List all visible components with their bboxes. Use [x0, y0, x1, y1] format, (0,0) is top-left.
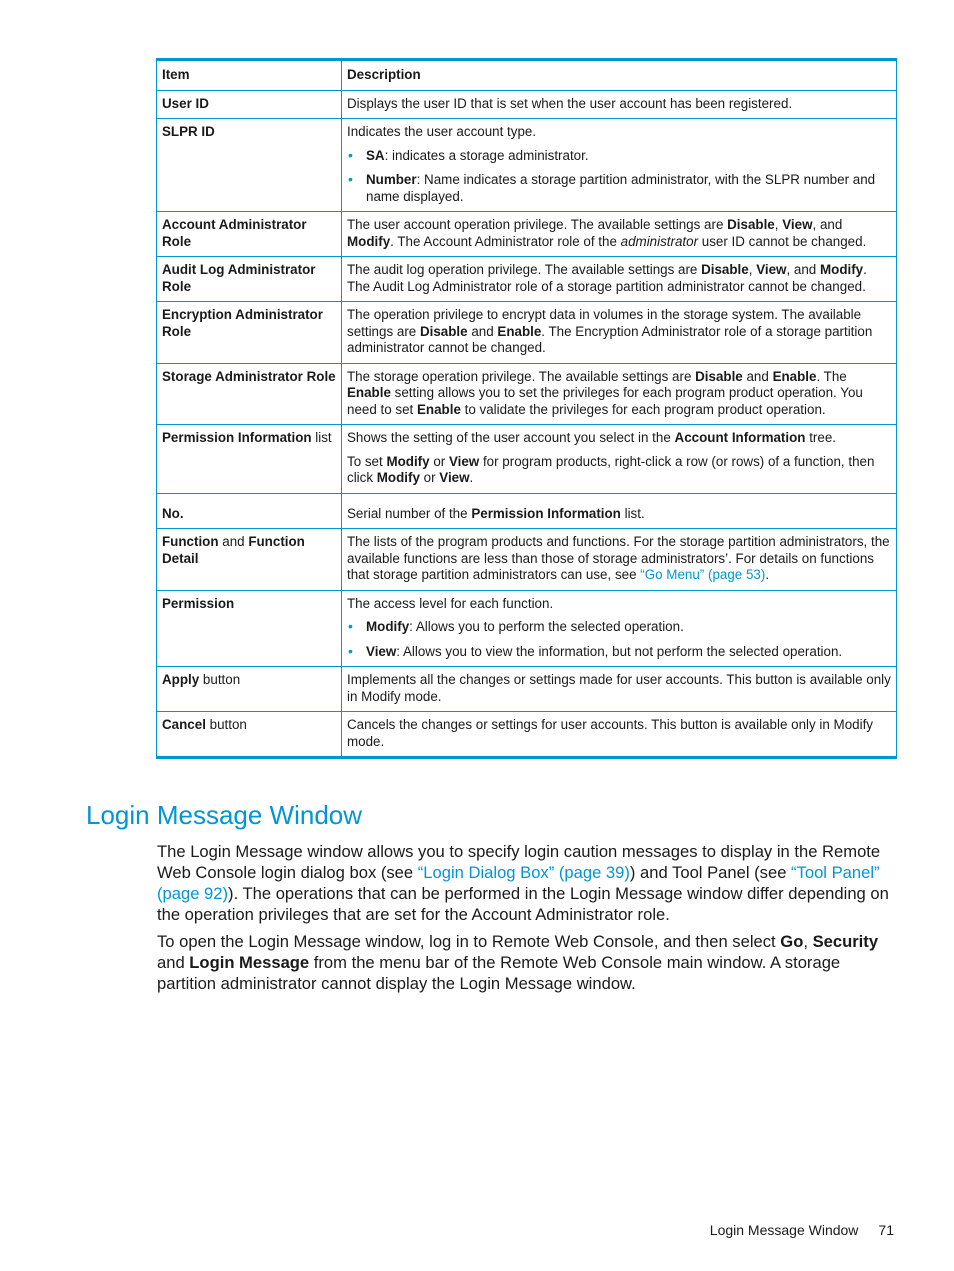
- bullet-term: SA: [366, 147, 385, 163]
- item-cell: [157, 212, 342, 257]
- table-row: [157, 257, 897, 302]
- description-cell: [342, 425, 897, 494]
- bullet-list: [347, 619, 891, 660]
- text-run: . The Encryption Administrator role of a storage partition administrator cannot be changed.: [347, 323, 873, 355]
- table-row: [157, 90, 897, 119]
- text-run: Serial number of the: [347, 505, 472, 521]
- bullet-list: [347, 148, 891, 206]
- item-label: Function Detail: [162, 534, 305, 566]
- bold-term: Enable: [497, 323, 542, 339]
- text-run: The Login Message window allows you to specify login caution messages to display in the Remote Web Console login dialog box (see: [157, 842, 881, 882]
- table-row: [157, 590, 897, 667]
- text-run: ,: [748, 262, 757, 277]
- table-row: [157, 363, 897, 425]
- bold-term: Go: [780, 932, 804, 951]
- item-label-rest: list: [311, 430, 332, 445]
- table-row: [157, 712, 897, 758]
- item-cell: [157, 119, 342, 212]
- text-run: and: [467, 323, 498, 339]
- item-label: Account Administrator Role: [162, 217, 307, 249]
- table-row: [157, 529, 897, 591]
- table-header-row: [157, 60, 897, 91]
- item-cell: [157, 363, 342, 425]
- item-label: Audit Log Administrator Role: [162, 262, 316, 294]
- item-label: No.: [162, 505, 184, 521]
- table-row: [157, 493, 897, 529]
- text-run: The user account operation privilege. The available settings are: [347, 217, 728, 232]
- description-cell: [342, 493, 897, 529]
- bullet-text: : Allows you to perform the selected operation.: [409, 619, 684, 634]
- description-cell: Displays the user ID that is set when the user account has been registered.: [342, 90, 897, 119]
- bold-term: Disable: [695, 368, 743, 384]
- text-run: for program products, right-click a row (or rows) of a function, then click: [347, 453, 875, 485]
- description-paragraph: [347, 430, 891, 447]
- bold-term: Disable: [727, 217, 775, 232]
- bold-term: Disable: [701, 262, 749, 277]
- bold-term: Enable: [416, 401, 461, 417]
- description-table: [156, 58, 897, 759]
- description-cell: [342, 119, 897, 212]
- italic-term: administrator: [620, 233, 699, 249]
- text-run: To set: [347, 453, 387, 469]
- table-row: [157, 302, 897, 364]
- text-run: . The Account Administrator role of the: [390, 233, 621, 249]
- item-cell: [157, 590, 342, 667]
- text-run: The storage operation privilege. The available settings are: [347, 368, 696, 384]
- description-paragraph: [347, 454, 891, 487]
- list-item: [347, 148, 891, 165]
- item-cell: [157, 493, 342, 529]
- text-run: list.: [620, 505, 645, 521]
- item-label: Apply: [162, 672, 200, 687]
- text-run: ,: [774, 217, 783, 232]
- list-item: [347, 644, 891, 661]
- item-label: Storage Administrator Role: [162, 368, 336, 384]
- text-run: or: [429, 453, 449, 469]
- table-row: [157, 425, 897, 494]
- table-row: [157, 667, 897, 712]
- text-run: user ID cannot be changed.: [698, 233, 867, 249]
- section-heading: Login Message Window: [86, 800, 363, 830]
- text-run: tree.: [805, 430, 836, 445]
- item-cell: [157, 667, 342, 712]
- bullet-text: : indicates a storage administrator.: [384, 147, 589, 163]
- bold-term: View: [756, 262, 787, 277]
- bullet-term: Number: [366, 172, 417, 187]
- item-label-rest: button: [205, 717, 247, 732]
- item-label: Encryption Administrator Role: [162, 307, 323, 339]
- bold-term: View: [448, 453, 480, 469]
- bold-term: Enable: [347, 385, 391, 400]
- description-cell: [342, 529, 897, 591]
- header-item: Item: [157, 60, 342, 91]
- item-cell: [157, 90, 342, 119]
- item-label: User ID: [162, 95, 209, 111]
- text-run: Shows the setting of the user account you select in the: [347, 430, 675, 445]
- page-footer: [710, 1222, 894, 1238]
- list-item: [347, 619, 891, 636]
- bullet-text: : Name indicates a storage partition administrator, with the SLPR number and name displayed.: [366, 172, 876, 204]
- list-item: [347, 172, 891, 205]
- item-cell: [157, 257, 342, 302]
- description-cell: [342, 363, 897, 425]
- text-run: The lists of the program products and functions. For the storage partition administrators, the available functions are less than those of storage administrators’. For details on functions that storage partition administrators can use, see: [347, 534, 890, 582]
- item-label: Permission Information: [162, 430, 312, 445]
- description-cell: [342, 590, 897, 667]
- description-text: Indicates the user account type.: [347, 124, 537, 139]
- bullet-term: Modify: [366, 619, 410, 634]
- table-row: [157, 212, 897, 257]
- bold-term: Enable: [772, 368, 817, 384]
- item-cell: [157, 712, 342, 758]
- body-paragraph: [157, 841, 899, 925]
- bold-term: Login Message: [189, 953, 310, 972]
- item-cell: [157, 302, 342, 364]
- bold-term: Modify: [347, 233, 391, 249]
- description-text: The access level for each function.: [347, 595, 554, 611]
- bold-term: Permission Information: [471, 505, 621, 521]
- item-label-rest: button: [199, 672, 241, 687]
- bold-term: Modify: [819, 262, 864, 277]
- header-description: Description: [342, 60, 897, 91]
- text-run: to validate the privileges for each program product operation.: [460, 401, 826, 417]
- item-label: Function: [162, 534, 219, 549]
- text-run: ,: [803, 932, 813, 951]
- bold-term: View: [782, 217, 813, 232]
- text-run: ). The operations that can be performed in the Login Message window differ depending on the operation privileges that are set for the Account Administrator role.: [157, 884, 889, 924]
- text-run: from the menu bar of the Remote Web Console main window. A storage partition administrator cannot display the Login Message window.: [157, 953, 841, 993]
- page-number: 71: [878, 1222, 894, 1238]
- bullet-text: : Allows you to view the information, but not perform the selected operation.: [396, 643, 843, 659]
- description-cell: [342, 212, 897, 257]
- description-cell: Implements all the changes or settings made for user accounts. This button is available only in Modify mode.: [342, 667, 897, 712]
- footer-title: Login Message Window: [709, 1222, 859, 1238]
- text-run: The audit log operation privilege. The available settings are: [347, 262, 702, 277]
- text-run: .: [765, 567, 770, 582]
- bold-term: Disable: [419, 323, 468, 339]
- description-cell: Cancels the changes or settings for user accounts. This button is available only in Modify mode.: [342, 712, 897, 758]
- section-body: [157, 841, 899, 1000]
- text-run: To open the Login Message window, log in to Remote Web Console, and then select: [157, 932, 781, 951]
- item-label: Permission: [162, 595, 235, 611]
- item-label: Cancel: [162, 717, 206, 732]
- bold-term: View: [439, 470, 470, 485]
- item-cell: [157, 425, 342, 494]
- bullet-term: View: [366, 643, 397, 659]
- bold-term: Modify: [386, 453, 430, 469]
- text-run: , and: [786, 262, 820, 277]
- text-run: and: [742, 368, 773, 384]
- description-cell: [342, 257, 897, 302]
- item-cell: [157, 529, 342, 591]
- text-run: ) and Tool Panel (see: [629, 863, 792, 882]
- item-label-rest: and: [218, 534, 249, 549]
- login-dialog-box-link[interactable]: “Login Dialog Box” (page 39): [417, 863, 630, 882]
- bold-term: Security: [812, 932, 879, 951]
- description-cell: [342, 302, 897, 364]
- text-run: . The Audit Log Administrator role of a storage partition administrator cannot be changed.: [347, 262, 867, 294]
- go-menu-link[interactable]: “Go Menu” (page 53): [640, 567, 766, 582]
- tool-panel-link[interactable]: “Tool Panel” (page 92): [157, 863, 880, 903]
- table-row: [157, 119, 897, 212]
- text-run: or: [419, 470, 440, 485]
- bold-term: Modify: [376, 470, 420, 485]
- text-run: setting allows you to set the privileges for each program product operation. You need to set: [347, 385, 863, 417]
- item-label: SLPR ID: [162, 124, 215, 139]
- text-run: and: [157, 953, 190, 972]
- text-run: , and: [812, 217, 843, 232]
- bold-term: Account Information: [674, 430, 806, 445]
- text-run: .: [469, 470, 474, 485]
- text-run: . The: [816, 368, 847, 384]
- body-paragraph: [157, 931, 899, 994]
- text-run: The operation privilege to encrypt data in volumes in the storage system. The available settings are: [347, 307, 862, 339]
